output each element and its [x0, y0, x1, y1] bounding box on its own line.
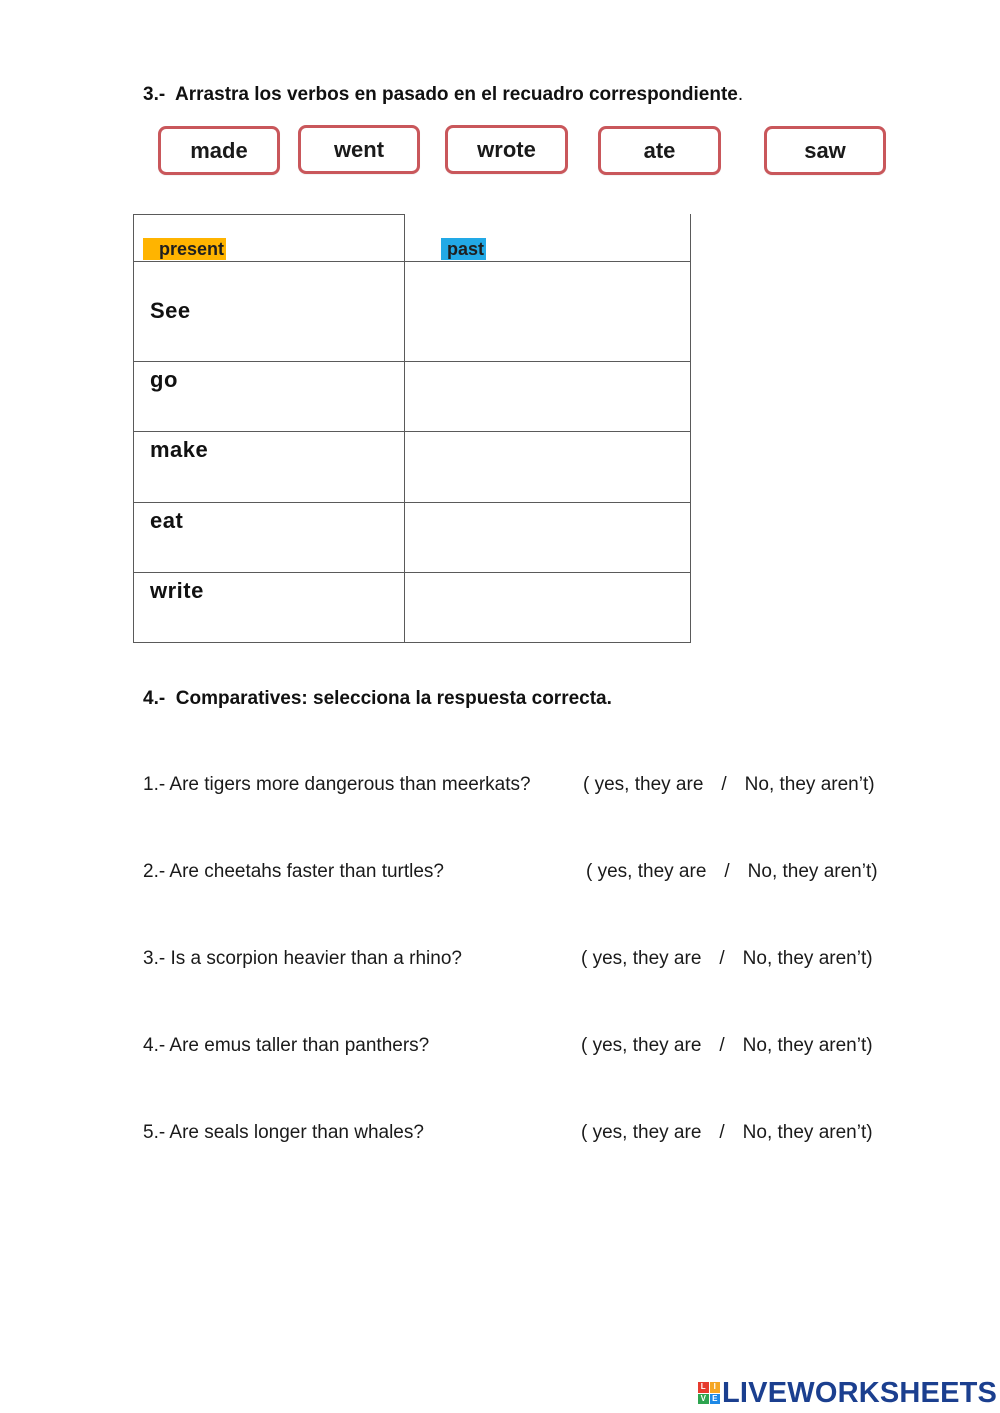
- header-past: past: [441, 238, 486, 260]
- section-3-period: .: [737, 84, 744, 105]
- question-3-options: [581, 948, 873, 970]
- question-1-options: [583, 774, 875, 796]
- section-3-instruction: Arrastra los verbos en pasado en el recuadro correspondiente: [175, 84, 738, 105]
- question-2-text: 2.- Are cheetahs faster than turtles?: [143, 861, 445, 882]
- logo-letter: V: [698, 1394, 709, 1405]
- section-3-number: 3.-: [143, 84, 166, 105]
- paren: (: [581, 1035, 588, 1056]
- question-3-text: 3.- Is a scorpion heavier than a rhino?: [143, 948, 462, 969]
- question-4-options: [581, 1035, 873, 1057]
- question-1-option-no[interactable]: No, they aren’t): [744, 774, 875, 795]
- slash: /: [721, 774, 727, 795]
- question-5-options: [581, 1122, 873, 1144]
- table-line: [133, 214, 134, 643]
- liveworksheets-logo-text: LIVEWORKSHEETS: [722, 1376, 998, 1409]
- chip-made[interactable]: made: [158, 126, 280, 175]
- question-5-text: 5.- Are seals longer than whales?: [143, 1122, 424, 1143]
- question-4-option-yes[interactable]: yes, they are: [592, 1035, 702, 1056]
- drop-zone-eat[interactable]: [405, 503, 690, 572]
- question-2-option-no[interactable]: No, they aren’t): [747, 861, 878, 882]
- header-present: present: [143, 238, 226, 260]
- verb-table: [133, 214, 691, 643]
- chip-ate[interactable]: ate: [598, 126, 721, 175]
- question-2-options: [586, 861, 878, 883]
- present-write: write: [150, 578, 204, 603]
- question-1-text: 1.- Are tigers more dangerous than meerkats?: [143, 774, 531, 795]
- section-4-number: 4.-: [143, 688, 166, 709]
- paren: (: [583, 774, 590, 795]
- liveworksheets-logo-icon: [698, 1382, 720, 1404]
- chip-wrote[interactable]: wrote: [445, 125, 568, 174]
- section-4-instruction: Comparatives: selecciona la respuesta correcta.: [175, 688, 612, 709]
- present-see: See: [150, 298, 191, 323]
- slash: /: [719, 1035, 725, 1056]
- table-line: [690, 214, 691, 643]
- drop-zone-write[interactable]: [405, 573, 690, 642]
- question-2-option-yes[interactable]: yes, they are: [597, 861, 707, 882]
- slash: /: [724, 861, 730, 882]
- chip-saw[interactable]: saw: [764, 126, 886, 175]
- question-5-option-no[interactable]: No, they aren’t): [742, 1122, 873, 1143]
- present-make: make: [150, 437, 209, 462]
- slash: /: [719, 1122, 725, 1143]
- logo-letter: E: [710, 1394, 721, 1405]
- paren: (: [581, 948, 588, 969]
- question-5-option-yes[interactable]: yes, they are: [592, 1122, 702, 1143]
- question-1-option-yes[interactable]: yes, they are: [594, 774, 704, 795]
- present-go: go: [150, 367, 178, 392]
- slash: /: [719, 948, 725, 969]
- section-3-title: [143, 84, 743, 106]
- table-line: [133, 642, 691, 643]
- liveworksheets-logo: [698, 1378, 997, 1408]
- paren: (: [581, 1122, 588, 1143]
- question-4-option-no[interactable]: No, they aren’t): [742, 1035, 873, 1056]
- section-4-title: [143, 688, 612, 710]
- question-3-option-no[interactable]: No, they aren’t): [742, 948, 873, 969]
- logo-letter: L: [698, 1382, 709, 1393]
- present-eat: eat: [150, 508, 184, 533]
- table-line: [133, 214, 404, 215]
- question-3-option-yes[interactable]: yes, they are: [592, 948, 702, 969]
- question-4-text: 4.- Are emus taller than panthers?: [143, 1035, 430, 1056]
- drop-zone-go[interactable]: [405, 362, 690, 431]
- paren: (: [586, 861, 593, 882]
- drop-zone-see[interactable]: [405, 262, 690, 361]
- chip-went[interactable]: went: [298, 125, 420, 174]
- drop-zone-make[interactable]: [405, 432, 690, 502]
- logo-letter: I: [710, 1382, 721, 1393]
